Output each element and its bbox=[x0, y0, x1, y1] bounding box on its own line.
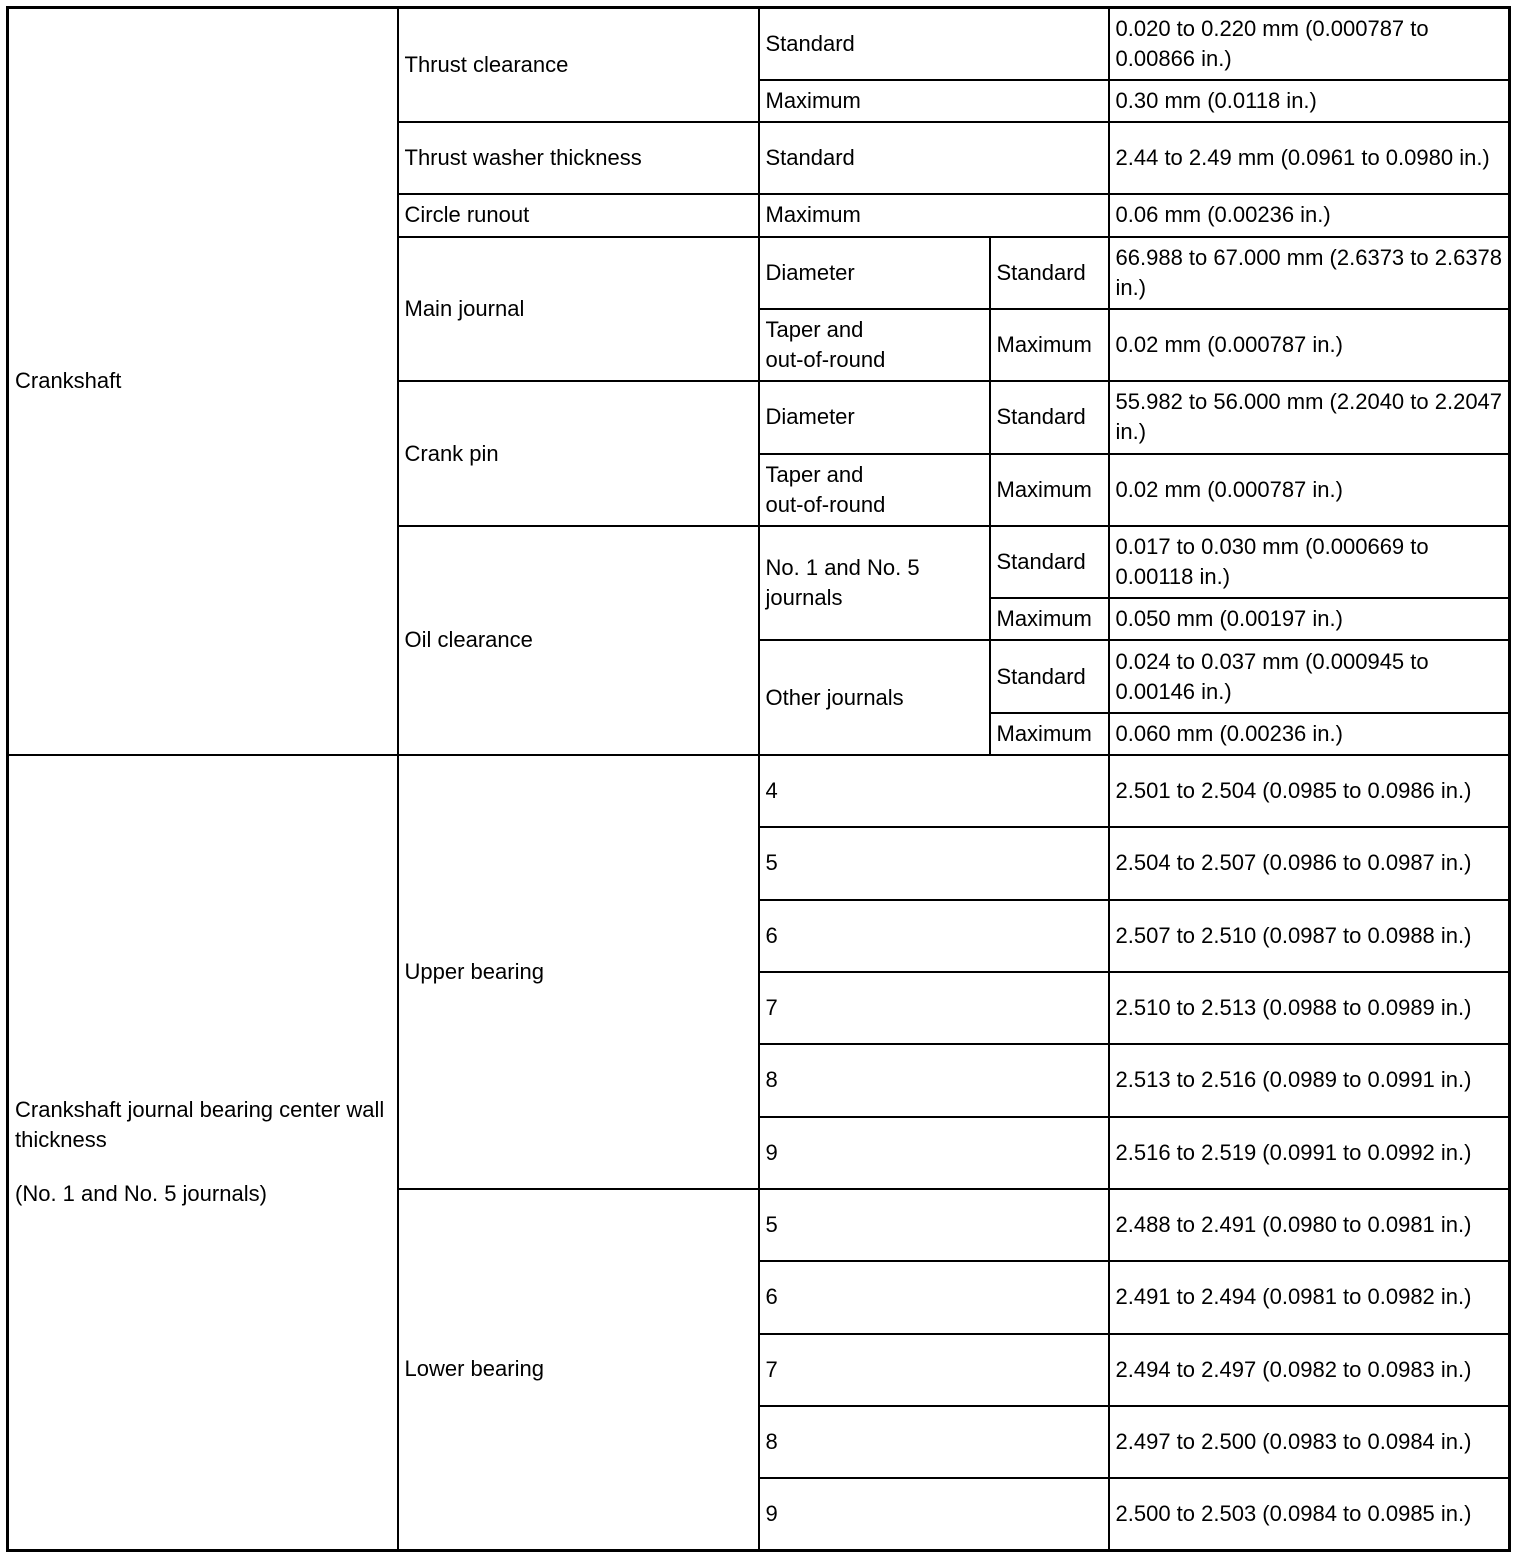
bearing-label-line1: Crankshaft journal bearing center wall thickness bbox=[15, 1097, 385, 1153]
oil-clearance-no1-no5-standard-value: 0.017 to 0.030 mm (0.000669 to 0.00118 in.) bbox=[1109, 526, 1510, 598]
main-journal-diameter-label: Diameter bbox=[759, 237, 990, 309]
lower-bearing-mark: 6 bbox=[759, 1261, 1109, 1333]
oil-clearance-label: Oil clearance bbox=[398, 526, 759, 755]
main-journal-taper-maximum-label: Maximum bbox=[990, 309, 1109, 381]
crank-pin-taper-value: 0.02 mm (0.000787 in.) bbox=[1109, 454, 1510, 526]
upper-bearing-mark: 4 bbox=[759, 755, 1109, 827]
lower-bearing-thickness-value: 2.488 to 2.491 (0.0980 to 0.0981 in.) bbox=[1109, 1189, 1510, 1261]
crank-pin-taper-label-line2: out-of-round bbox=[765, 491, 886, 517]
main-journal-taper-label bbox=[759, 309, 990, 381]
lower-bearing-thickness-value: 2.497 to 2.500 (0.0983 to 0.0984 in.) bbox=[1109, 1406, 1510, 1478]
crankshaft-spec-table bbox=[6, 6, 1511, 1552]
upper-bearing-thickness-value: 2.504 to 2.507 (0.0986 to 0.0987 in.) bbox=[1109, 827, 1510, 899]
lower-bearing-thickness-value: 2.491 to 2.494 (0.0981 to 0.0982 in.) bbox=[1109, 1261, 1510, 1333]
crank-pin-taper-label-line1: Taper and bbox=[765, 461, 864, 487]
main-journal-label: Main journal bbox=[398, 237, 759, 382]
oil-clearance-no1-no5-label: No. 1 and No. 5 journals bbox=[759, 526, 990, 641]
crankshaft-label: Crankshaft bbox=[8, 8, 398, 755]
crank-pin-diameter-value: 55.982 to 56.000 mm (2.2040 to 2.2047 in.) bbox=[1109, 381, 1510, 453]
table-row bbox=[8, 755, 1510, 827]
thrust-clearance-maximum-label: Maximum bbox=[759, 80, 1109, 122]
bearing-wall-thickness-label bbox=[8, 755, 398, 1551]
thrust-clearance-maximum-value: 0.30 mm (0.0118 in.) bbox=[1109, 80, 1510, 122]
bearing-label-line2: (No. 1 and No. 5 journals) bbox=[15, 1181, 267, 1207]
crank-pin-diameter-label: Diameter bbox=[759, 381, 990, 453]
main-journal-taper-label-line1: Taper and bbox=[765, 317, 864, 343]
lower-bearing-mark: 5 bbox=[759, 1189, 1109, 1261]
main-journal-diameter-value: 66.988 to 67.000 mm (2.6373 to 2.6378 in.) bbox=[1109, 237, 1510, 309]
lower-bearing-thickness-value: 2.494 to 2.497 (0.0982 to 0.0983 in.) bbox=[1109, 1334, 1510, 1406]
upper-bearing-mark: 5 bbox=[759, 827, 1109, 899]
upper-bearing-thickness-value: 2.513 to 2.516 (0.0989 to 0.0991 in.) bbox=[1109, 1044, 1510, 1116]
upper-bearing-thickness-value: 2.507 to 2.510 (0.0987 to 0.0988 in.) bbox=[1109, 900, 1510, 972]
thrust-washer-standard-label: Standard bbox=[759, 122, 1109, 194]
thrust-clearance-standard-value: 0.020 to 0.220 mm (0.000787 to 0.00866 in.) bbox=[1109, 8, 1510, 80]
main-journal-taper-label-line2: out-of-round bbox=[765, 347, 886, 373]
oil-clearance-no1-no5-maximum-label: Maximum bbox=[990, 598, 1109, 640]
oil-clearance-no1-no5-standard-label: Standard bbox=[990, 526, 1109, 598]
oil-clearance-other-maximum-label: Maximum bbox=[990, 713, 1109, 755]
circle-runout-maximum-label: Maximum bbox=[759, 194, 1109, 236]
circle-runout-maximum-value: 0.06 mm (0.00236 in.) bbox=[1109, 194, 1510, 236]
upper-bearing-mark: 9 bbox=[759, 1117, 1109, 1189]
upper-bearing-thickness-value: 2.510 to 2.513 (0.0988 to 0.0989 in.) bbox=[1109, 972, 1510, 1044]
lower-bearing-mark: 8 bbox=[759, 1406, 1109, 1478]
upper-bearing-mark: 6 bbox=[759, 900, 1109, 972]
oil-clearance-other-standard-value: 0.024 to 0.037 mm (0.000945 to 0.00146 in.) bbox=[1109, 640, 1510, 712]
crank-pin-label: Crank pin bbox=[398, 381, 759, 526]
oil-clearance-other-maximum-value: 0.060 mm (0.00236 in.) bbox=[1109, 713, 1510, 755]
crank-pin-taper-maximum-label: Maximum bbox=[990, 454, 1109, 526]
oil-clearance-other-standard-label: Standard bbox=[990, 640, 1109, 712]
lower-bearing-mark: 7 bbox=[759, 1334, 1109, 1406]
lower-bearing-mark: 9 bbox=[759, 1478, 1109, 1550]
crank-pin-taper-label bbox=[759, 454, 990, 526]
circle-runout-label: Circle runout bbox=[398, 194, 759, 236]
oil-clearance-other-label: Other journals bbox=[759, 640, 990, 755]
upper-bearing-thickness-value: 2.501 to 2.504 (0.0985 to 0.0986 in.) bbox=[1109, 755, 1510, 827]
thrust-washer-label: Thrust washer thickness bbox=[398, 122, 759, 194]
main-journal-taper-value: 0.02 mm (0.000787 in.) bbox=[1109, 309, 1510, 381]
upper-bearing-mark: 8 bbox=[759, 1044, 1109, 1116]
bearing-section bbox=[8, 755, 1510, 1551]
upper-bearing-thickness-value: 2.516 to 2.519 (0.0991 to 0.0992 in.) bbox=[1109, 1117, 1510, 1189]
main-journal-diameter-standard-label: Standard bbox=[990, 237, 1109, 309]
thrust-clearance-standard-label: Standard bbox=[759, 8, 1109, 80]
thrust-washer-standard-value: 2.44 to 2.49 mm (0.0961 to 0.0980 in.) bbox=[1109, 122, 1510, 194]
lower-bearing-thickness-value: 2.500 to 2.503 (0.0984 to 0.0985 in.) bbox=[1109, 1478, 1510, 1550]
upper-bearing-mark: 7 bbox=[759, 972, 1109, 1044]
thrust-clearance-label: Thrust clearance bbox=[398, 8, 759, 123]
upper-bearing-label: Upper bearing bbox=[398, 755, 759, 1189]
oil-clearance-no1-no5-maximum-value: 0.050 mm (0.00197 in.) bbox=[1109, 598, 1510, 640]
crank-pin-diameter-standard-label: Standard bbox=[990, 381, 1109, 453]
table-row bbox=[8, 8, 1510, 80]
label-gap bbox=[15, 1155, 393, 1179]
lower-bearing-label: Lower bearing bbox=[398, 1189, 759, 1551]
